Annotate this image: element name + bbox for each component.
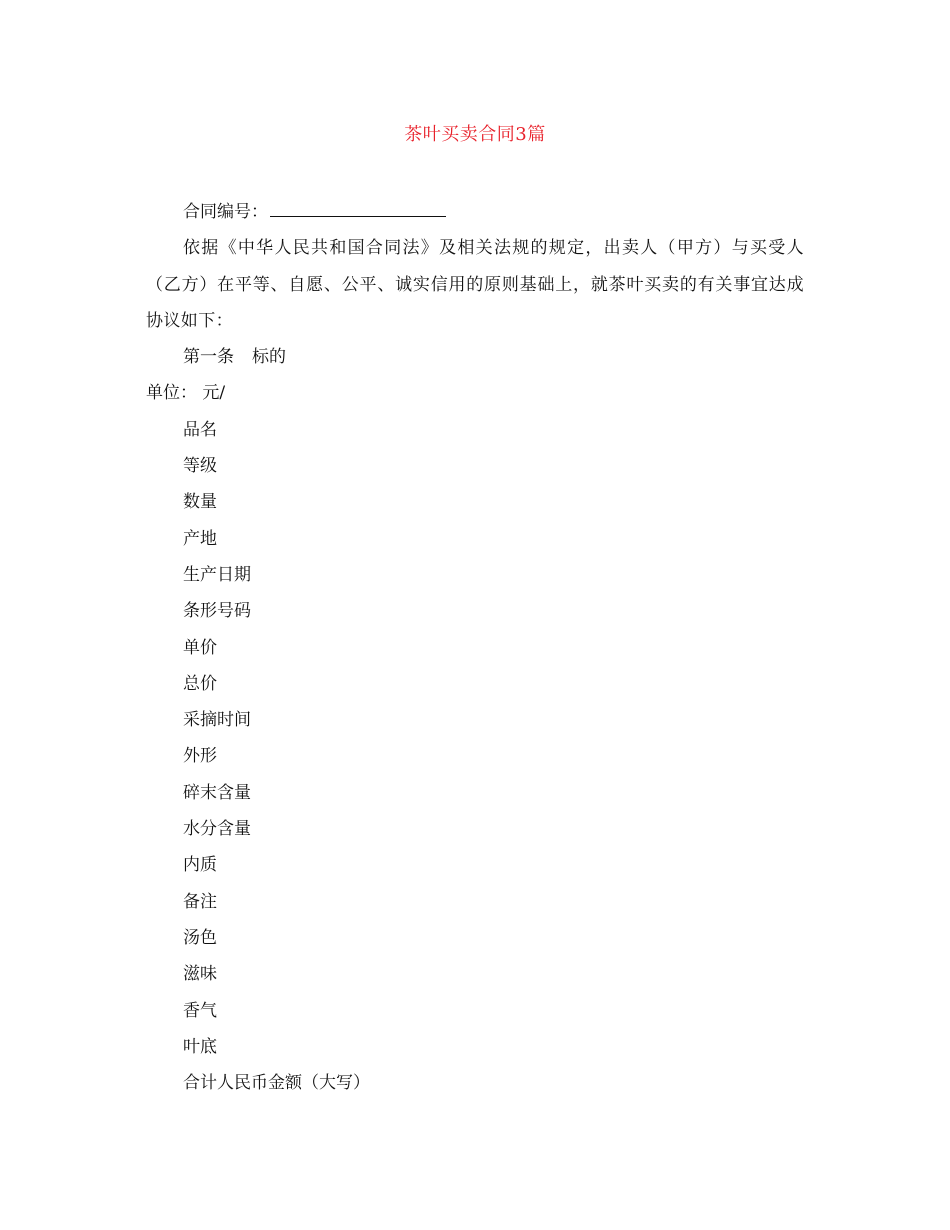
- contract-number-blank: [270, 198, 446, 217]
- list-item: 品名: [183, 419, 217, 440]
- list-item: 产地: [183, 528, 217, 549]
- list-item: 碎末含量: [183, 782, 251, 803]
- contract-number-line: [146, 194, 804, 230]
- article-1-number: 第一条: [183, 347, 234, 368]
- list-item: 水分含量: [183, 819, 251, 840]
- document-title: 茶叶买卖合同3篇: [404, 124, 546, 145]
- list-item: 汤色: [183, 927, 217, 948]
- list-item: 采摘时间: [183, 710, 251, 731]
- list-item: 数量: [183, 492, 217, 513]
- article-1-title: 标的: [252, 347, 286, 368]
- list-item: 外形: [183, 746, 217, 767]
- item-list: [146, 412, 804, 1102]
- list-item: 生产日期: [183, 564, 251, 585]
- list-item: 条形号码: [183, 601, 251, 622]
- list-item: 等级: [183, 456, 217, 477]
- list-item: 内质: [183, 855, 217, 876]
- list-item: 备注: [183, 891, 217, 912]
- list-item: 单价: [183, 637, 217, 658]
- article-1-heading: [146, 339, 804, 375]
- document-body: [146, 194, 804, 1101]
- list-item: 合计人民币金额（大写）: [183, 1073, 370, 1094]
- contract-number-label: 合同编号：: [183, 202, 268, 222]
- list-item: 滋味: [183, 964, 217, 985]
- list-item: 总价: [183, 673, 217, 694]
- preamble-paragraph: 依据《中华人民共和国合同法》及相关法规的规定，出卖人（甲方）与买受人（乙方）在平等、自愿、公平、诚实信用的原则基础上，就茶叶买卖的有关事宜达成协议如下：: [146, 238, 804, 331]
- list-item: 香气: [183, 1000, 217, 1021]
- unit-line: 单位： 元/: [146, 383, 226, 404]
- list-item: 叶底: [183, 1036, 217, 1057]
